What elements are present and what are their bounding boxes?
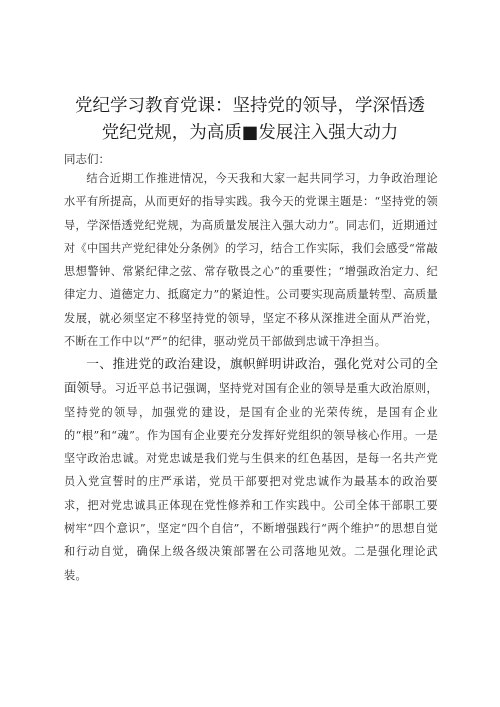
section-1-paragraph <box>64 352 438 587</box>
document-title-line-1: 党纪学习教育党课：坚持党的领导，学深悟透 <box>75 96 425 116</box>
section-1-heading: 一、推进党的政治建设，旗帜鲜明讲政治，强化党对公司的全面领导。 <box>64 356 438 396</box>
document-title-line-2: 党纪党规，为高质■发展注入强大动力 <box>101 123 399 143</box>
salutation: 同志们： <box>64 152 110 166</box>
intro-paragraph: 结合近期工作推进情况，今天我和大家一起共同学习，力争政治理论水平有所提高，从而更好的指导实践。我今天的党课主题是：“坚持党的领导，学深悟透党纪党规，为高质量发展注入强大动力”。同志们，近期通过对《中国共产党纪律处分条例》的学习，结合工作实际，我们会感受“常敲思想警钟、常紧纪律之弦、常存敬畏之心”的重要性；“增强政治定力、纪律定力、道德定力、抵腐定力”的紧迫性。公司要实现高质量转型、高质量发展，就必须坚定不移坚持党的领导，坚定不移从深推进全面从严治党，不断在工作中以“严”的纪律，驱动党员干部做到忠诚干净担当。 <box>64 172 438 349</box>
section-1-body: 习近平总书记强调，坚持党对国有企业的领导是重大政治原则，坚持党的领导，加强党的建设，是国有企业的光荣传统，是国有企业的“根”和“魂”。作为国有企业要充分发挥好党组织的领导核心作用。一是坚守政治忠诚。对党忠诚是我们党与生俱来的红色基因，是每一名共产党员入党宣誓时的庄严承诺，党员干部要把对党忠诚作为最基本的政治要求，把对党忠诚具正体现在党性修养和工作实践中。公司全体干部职工要树牢“四个意识”，坚定“四个自信”，不断增强践行“两个维护”的思想自觉和行动自觉，确保上级各级决策部署在公司落地见效。二是强化理论武装。 <box>64 382 439 582</box>
